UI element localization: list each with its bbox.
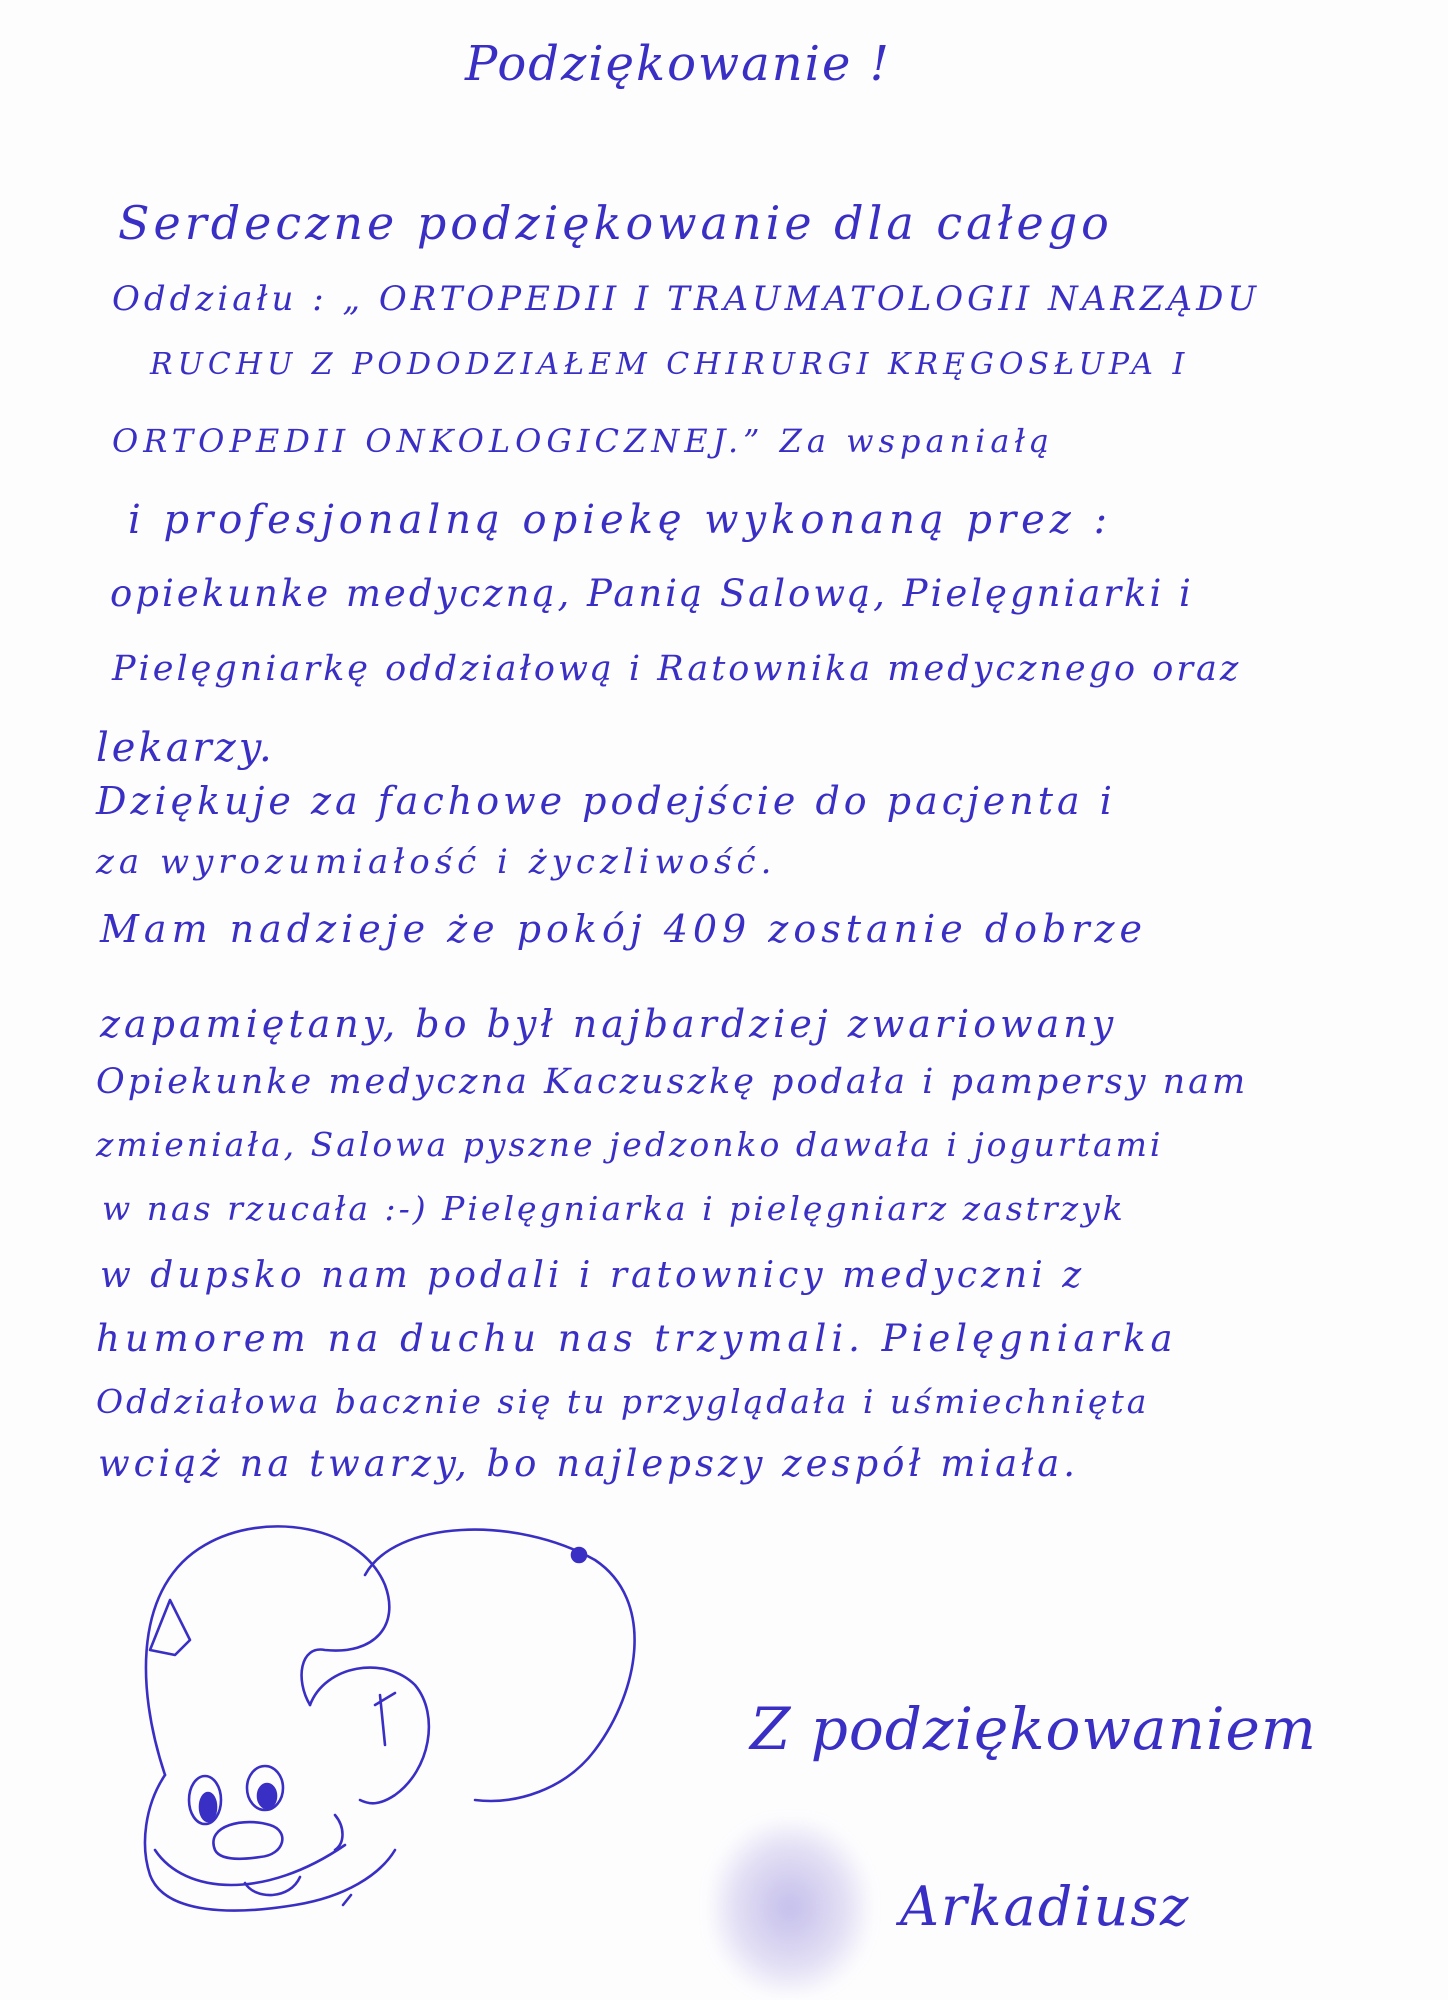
letter-line: Serdeczne podziękowanie dla całego xyxy=(118,196,1113,250)
mouse-head-outline xyxy=(146,1526,389,1775)
letter-line: i profesjonalną opiekę wykonaną prez : xyxy=(128,497,1113,543)
letter-line: Oddziału : „ ORTOPEDII I TRAUMATOLOGII NARZĄDU xyxy=(112,279,1260,319)
signature-name: Arkadiusz xyxy=(900,1875,1191,1938)
signature-closing: Z podziękowaniem xyxy=(750,1695,1317,1763)
letter-line: zapamiętany, bo był najbardziej zwariowany xyxy=(100,1002,1118,1046)
letter-line: humorem na duchu nas trzymali. Pielęgniarka xyxy=(96,1317,1178,1360)
letter-line: ORTOPEDII ONKOLOGICZNEJ.” Za wspaniałą xyxy=(112,422,1054,460)
letter-line: w nas rzucała :-) Pielęgniarka i pielęgniarz zastrzyk xyxy=(102,1189,1126,1228)
mouse-pupil-right xyxy=(258,1784,276,1808)
letter-line: w dupsko nam podali i ratownicy medyczni z xyxy=(100,1255,1086,1296)
letter-title: Podziękowanie ! xyxy=(465,36,891,92)
mouse-ear-front xyxy=(310,1668,429,1804)
mouse-ear-back xyxy=(365,1530,635,1801)
letter-line: za wyrozumiałość i życzliwość. xyxy=(96,842,777,882)
letter-line: wciąż na twarzy, bo najlepszy zespół miała. xyxy=(98,1442,1080,1485)
letter-line: lekarzy. xyxy=(96,725,275,771)
redacted-signature-blur xyxy=(710,1820,870,1995)
letter-line: Oddziałowa bacznie się tu przyglądała i uśmiechnięta xyxy=(96,1382,1150,1421)
cartoon-mouse-drawing xyxy=(95,1505,655,1925)
mouse-whisker xyxy=(343,1895,351,1905)
letter-line: Opiekunke medyczna Kaczuszkę podała i pampersy nam xyxy=(96,1062,1249,1102)
letter-line: zmieniała, Salowa pyszne jedzonko dawała i jogurtami xyxy=(96,1125,1164,1164)
mouse-cheek xyxy=(335,1815,343,1850)
letter-line: Mam nadzieje że pokój 409 zostanie dobrze xyxy=(100,907,1148,951)
mouse-ear-tip xyxy=(572,1548,586,1562)
mouse-nose xyxy=(213,1822,282,1859)
letter-line: Pielęgniarkę oddziałową i Ratownika medycznego oraz xyxy=(112,649,1242,689)
mouse-ear-mark xyxy=(375,1693,395,1745)
mouse-pupil-left xyxy=(200,1793,216,1821)
mouse-smile xyxy=(155,1845,345,1885)
letter-line: RUCHU Z PODODZIAŁEM CHIRURGI KRĘGOSŁUPA I xyxy=(150,347,1190,382)
letter-line: opiekunke medyczną, Panią Salową, Pielęgniarki i xyxy=(110,572,1194,615)
letter-line: Dziękuje za fachowe podejście do pacjenta i xyxy=(96,779,1116,823)
